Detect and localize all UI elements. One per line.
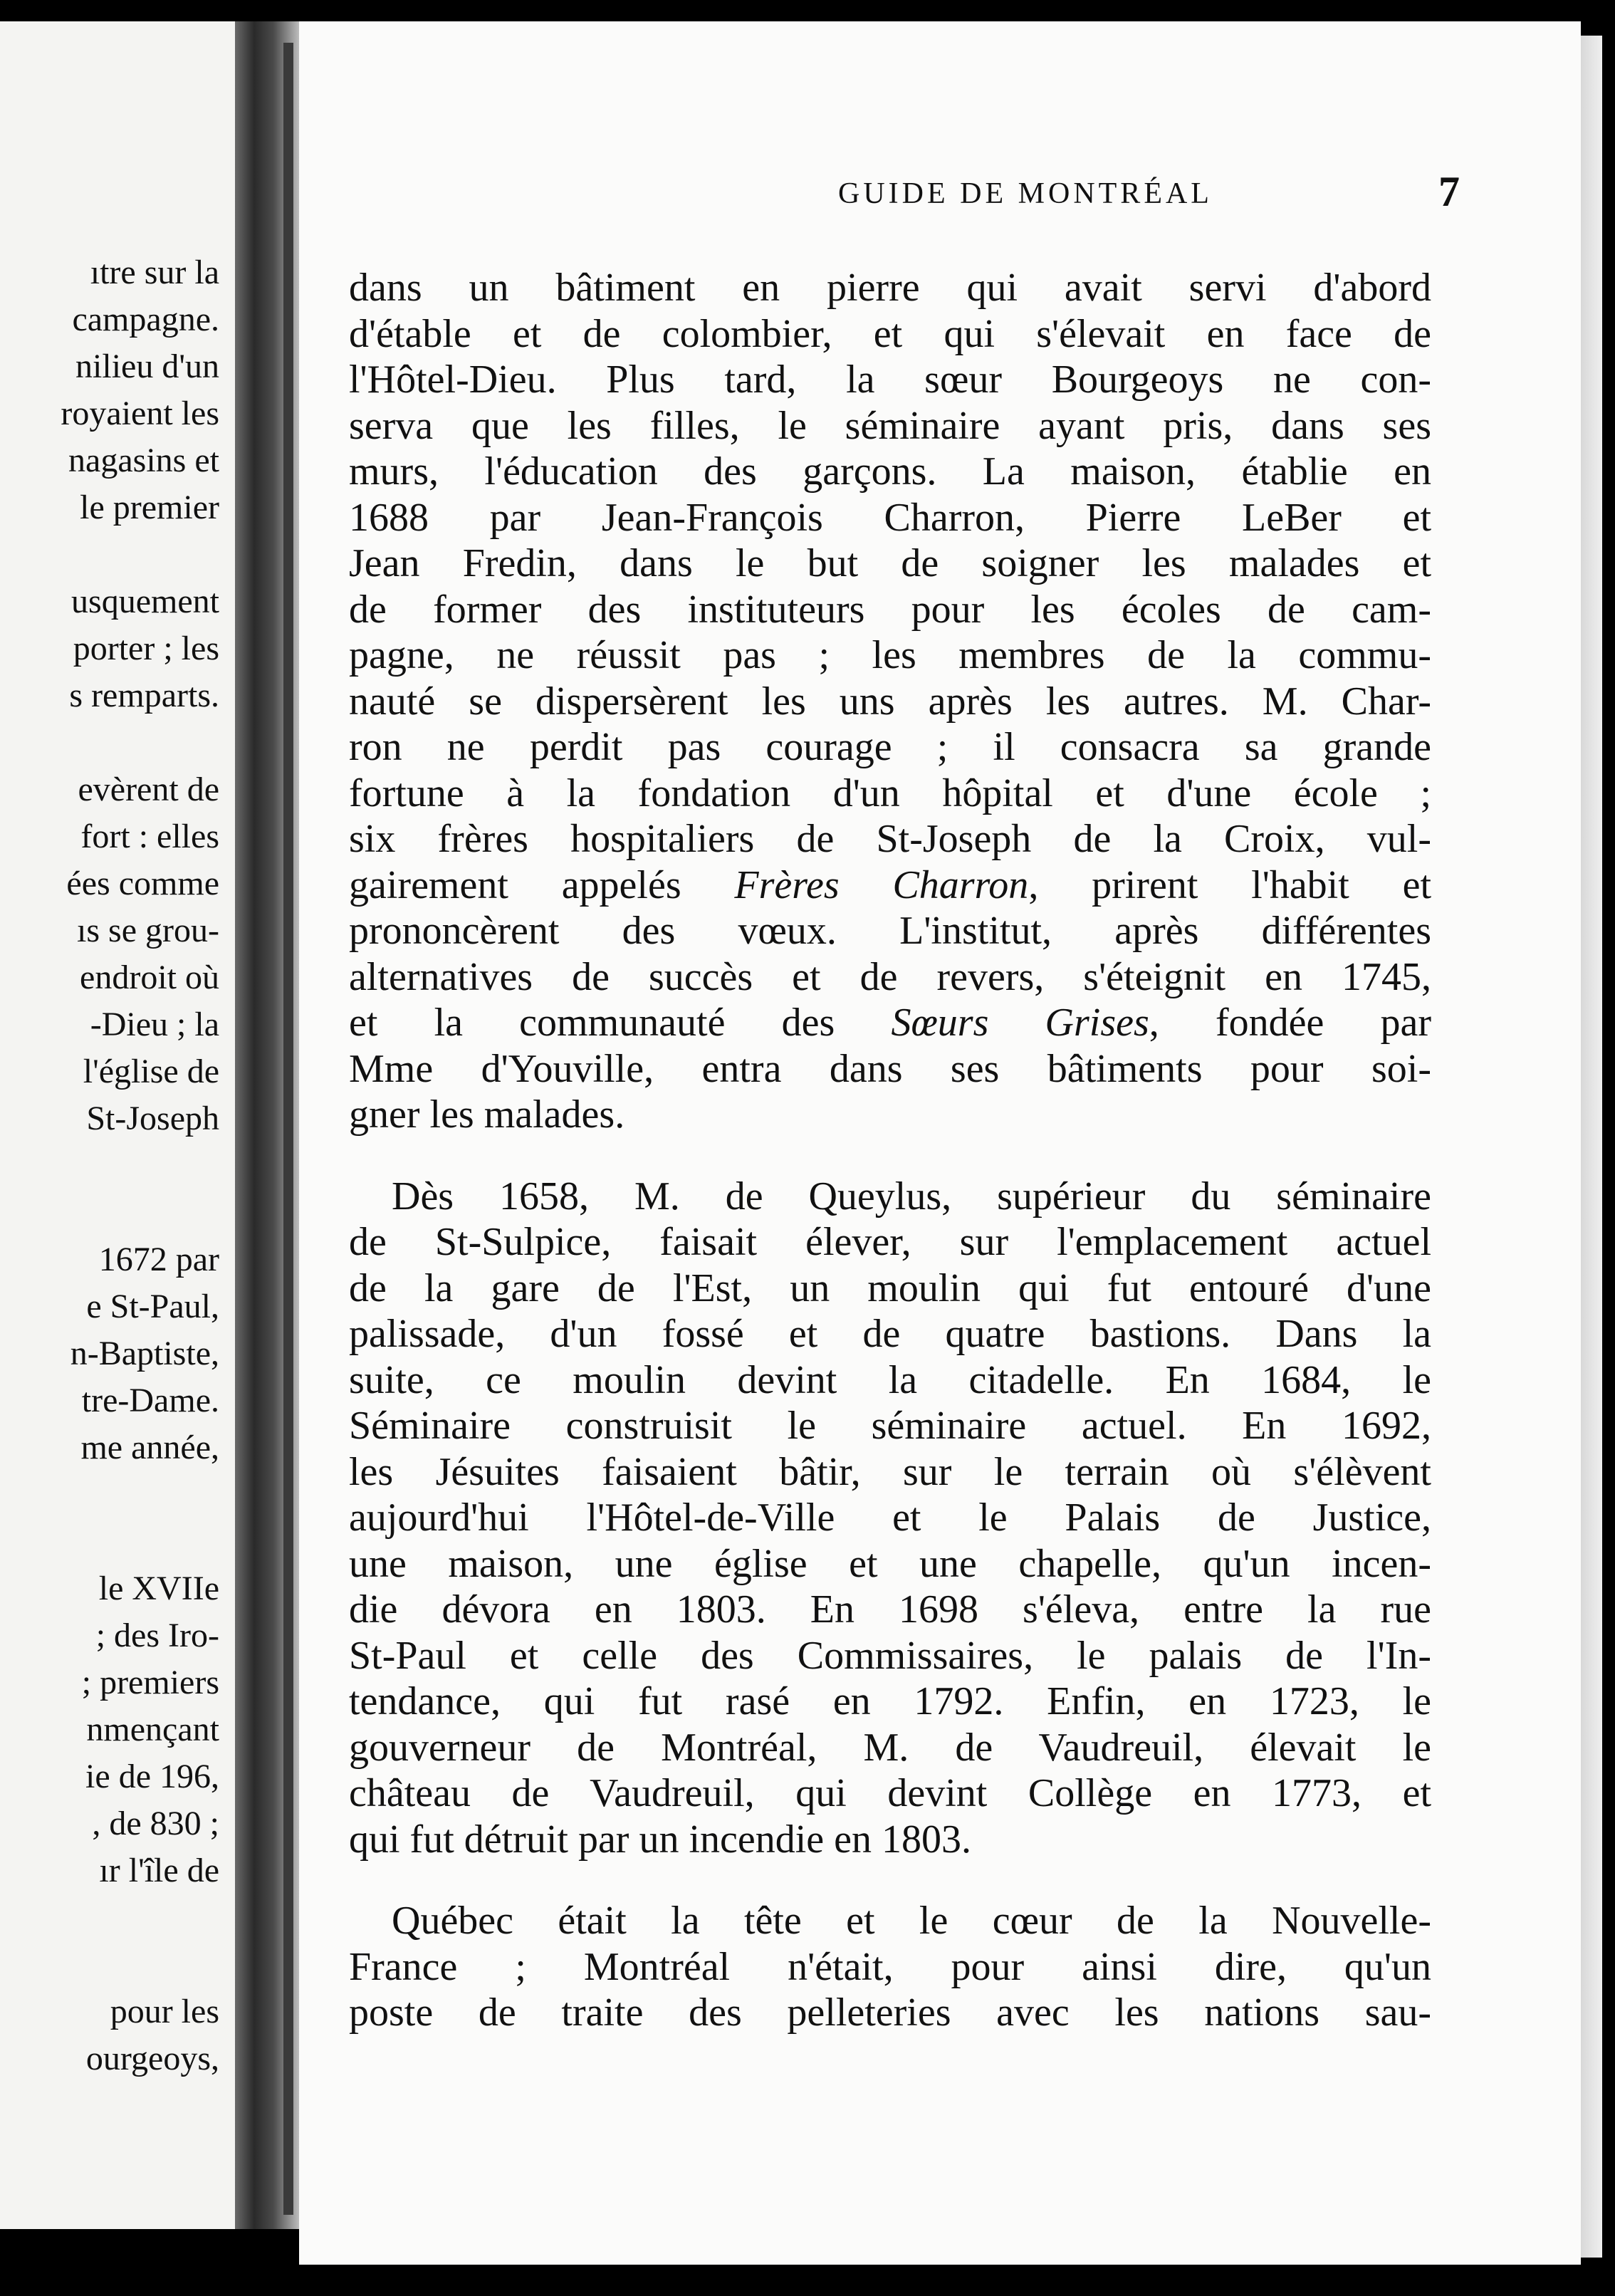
text-line: die dévora en 1803. En 1698 s'éleva, entre la rue <box>349 1587 1431 1632</box>
text-line: Séminaire construisit le séminaire actuel. En 1692, <box>349 1404 1431 1448</box>
text-line: une maison, une église et une chapelle, qu'un incen- <box>349 1541 1431 1586</box>
left-page-line: me année, <box>80 1429 219 1466</box>
text-line: St-Paul et celle des Commissaires, le palais de l'In- <box>349 1633 1431 1678</box>
left-page-line: n-Baptiste, <box>70 1335 219 1372</box>
text-line: prononcèrent des vœux. L'institut, après différentes <box>349 909 1431 953</box>
left-page-line: porter ; les <box>73 630 219 667</box>
left-page-line <box>0 1142 219 1189</box>
left-page-line <box>0 719 219 766</box>
left-page-line: nmençant <box>86 1711 219 1748</box>
text-line: alternatives de succès et de revers, s'éteignit en 1745, <box>349 954 1431 999</box>
left-page-line: ıtre sur la <box>90 254 219 291</box>
left-page-line: fort : elles <box>80 818 219 855</box>
text-line: de former des instituteurs pour les écoles de cam- <box>349 587 1431 632</box>
text-line: Dès 1658, M. de Queylus, supérieur du séminaire <box>392 1174 1431 1219</box>
left-page-line: le premier <box>80 489 219 526</box>
left-page-line <box>0 1894 219 1941</box>
italic-phrase: Frères Charron <box>734 862 1029 907</box>
text-line: ron ne perdit pas courage ; il consacra sa grande <box>349 725 1431 769</box>
text-line: tendance, qui fut rasé en 1792. Enfin, en 1723, le <box>349 1679 1431 1723</box>
left-page-line: 1672 par <box>98 1241 219 1278</box>
left-page-line <box>0 1941 219 1988</box>
left-page-line: campagne. <box>72 301 219 338</box>
text-line: gairement appelés Frères Charron, prirent l'habit et <box>349 862 1432 907</box>
left-page-line: ; premiers <box>81 1664 219 1701</box>
left-page-line: nilieu d'un <box>75 348 219 385</box>
text-line: poste de traite des pelleteries avec les nations sau- <box>349 1990 1431 2035</box>
left-page-line <box>0 531 219 578</box>
left-page-line: pour les <box>110 1993 219 2030</box>
left-page-fragment <box>0 21 235 2229</box>
gutter-shadow <box>283 43 293 2215</box>
left-page-line: St-Joseph <box>86 1100 219 1137</box>
left-page-line: , de 830 ; <box>92 1805 219 1842</box>
text-line: suite, ce moulin devint la citadelle. En 1684, le <box>349 1357 1431 1402</box>
left-page-line: endroit où <box>80 959 219 996</box>
text-line: Mme d'Youville, entra dans ses bâtiments pour soi- <box>349 1046 1431 1091</box>
left-page-line <box>0 1471 219 1518</box>
body-text <box>349 265 1431 2072</box>
text-line: palissade, d'un fossé et de quatre bastions. Dans la <box>349 1312 1431 1356</box>
text-line: serva que les filles, le séminaire ayant pris, dans ses <box>349 403 1431 448</box>
text-line: fortune à la fondation d'un hôpital et d'une école ; <box>349 771 1431 815</box>
left-page-line: e St-Paul, <box>86 1288 219 1325</box>
left-page-line: nagasins et <box>68 442 219 479</box>
text-line: gouverneur de Montréal, M. de Vaudreuil, élevait le <box>349 1725 1431 1770</box>
paragraph <box>349 265 1431 1138</box>
left-page-line: ées comme <box>66 865 219 902</box>
left-page-line: ourgeoys, <box>85 2040 219 2077</box>
left-page-line: ıs se grou- <box>77 912 219 949</box>
text-line: 1688 par Jean-François Charron, Pierre LeBer et <box>349 495 1431 540</box>
text-line: six frères hospitaliers de St-Joseph de la Croix, vul- <box>349 817 1431 861</box>
left-page-line: royaient les <box>61 395 219 432</box>
text-line: nauté se dispersèrent les uns après les autres. M. Char- <box>349 679 1431 724</box>
text-line: d'étable et de colombier, et qui s'élevait en face de <box>349 311 1431 356</box>
text-line: gner les malades. <box>349 1092 625 1137</box>
left-page-line: ie de 196, <box>85 1758 219 1795</box>
left-page-line: s remparts. <box>69 677 219 714</box>
left-page-line: ır l'île de <box>99 1852 219 1889</box>
left-page-line <box>0 1518 219 1565</box>
text-line: France ; Montréal n'était, pour ainsi dire, qu'un <box>349 1944 1431 1989</box>
paragraph <box>349 1174 1431 1863</box>
text-line: aujourd'hui l'Hôtel-de-Ville et le Palais de Justice, <box>349 1496 1431 1540</box>
left-page-line <box>0 1189 219 1236</box>
paragraph <box>349 1898 1431 2036</box>
text-line: Jean Fredin, dans le but de soigner les malades et <box>349 541 1431 585</box>
text-line: qui fut détruit par un incendie en 1803. <box>349 1817 971 1862</box>
italic-phrase: Sœurs Grises <box>891 1001 1149 1045</box>
page-number: 7 <box>1438 168 1460 215</box>
left-page-line: l'église de <box>83 1053 219 1090</box>
left-page-line: usquement <box>71 583 219 620</box>
running-head: GUIDE DE MONTRÉAL <box>838 177 1213 210</box>
left-page-line: -Dieu ; la <box>90 1006 219 1043</box>
left-page-line: ; des Iro- <box>95 1617 219 1654</box>
left-page-line: evèrent de <box>78 771 219 808</box>
text-line: château de Vaudreuil, qui devint Collège en 1773, et <box>349 1771 1431 1815</box>
text-line: murs, l'éducation des garçons. La maison, établie en <box>349 449 1431 494</box>
text-line: Québec était la tête et le cœur de la Nouvelle- <box>392 1899 1431 1943</box>
right-page <box>299 21 1581 2265</box>
text-line: les Jésuites faisaient bâtir, sur le terrain où s'élèvent <box>349 1449 1431 1494</box>
left-page-text <box>0 249 219 2082</box>
text-line: pagne, ne réussit pas ; les membres de la commu- <box>349 633 1431 677</box>
text-line: de St-Sulpice, faisait élever, sur l'emplacement actuel <box>349 1220 1431 1264</box>
text-line: de la gare de l'Est, un moulin qui fut entouré d'une <box>349 1266 1431 1310</box>
text-line: et la communauté des Sœurs Grises, fondée par <box>349 1001 1432 1045</box>
left-page-line: tre-Dame. <box>81 1382 219 1419</box>
page-edge <box>1581 36 1602 2258</box>
text-line: l'Hôtel-Dieu. Plus tard, la sœur Bourgeoys ne con- <box>349 358 1431 402</box>
text-line: dans un bâtiment en pierre qui avait servi d'abord <box>349 266 1431 310</box>
left-page-line: le XVIIe <box>98 1570 219 1607</box>
